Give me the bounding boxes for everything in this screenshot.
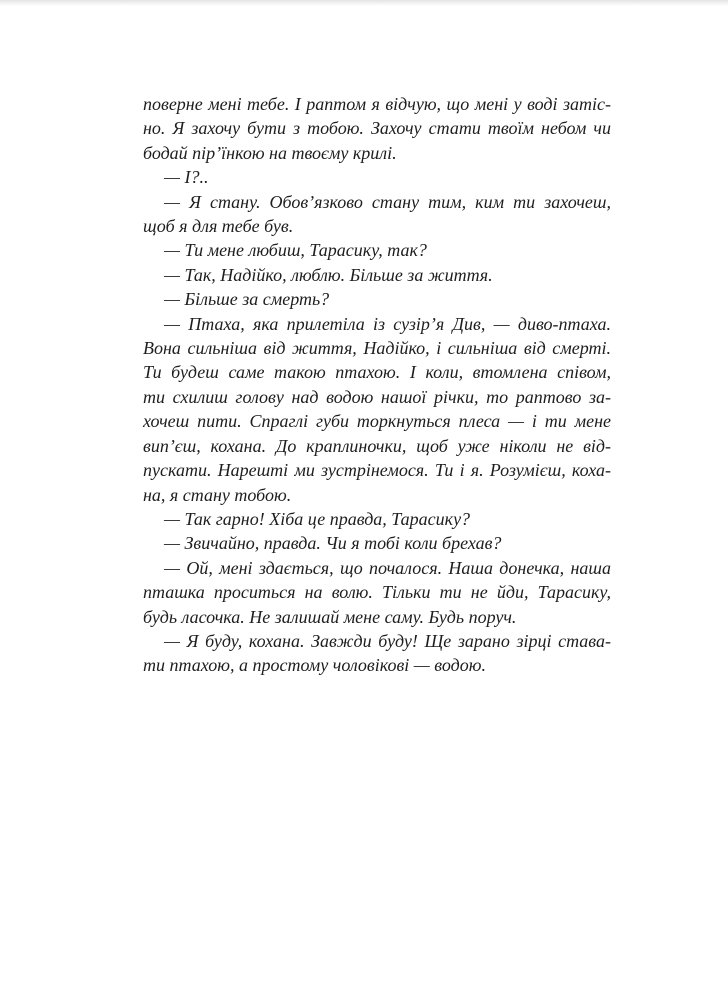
text-line: на, я стану тобою. bbox=[143, 484, 292, 505]
text-line: будь ласочка. Не залишай мене саму. Будь поруч. bbox=[143, 606, 517, 627]
text-line: — Звичайно, правда. Чи я тобі коли брехав? bbox=[164, 533, 502, 554]
text-line: но. Я захочу бути з тобою. Захочу стати твоїм небом чи bbox=[143, 118, 611, 139]
text-line: — Я стану. Обов’язково стану тим, ким ти захочеш, bbox=[164, 191, 611, 212]
page-body-text bbox=[143, 92, 611, 678]
text-line: — Так, Надійко, люблю. Більше за життя. bbox=[164, 264, 493, 285]
text-line: вип’єш, кохана. До краплиночки, щоб уже ніколи не від- bbox=[143, 435, 611, 456]
text-line: Ти будеш саме такою птахою. І коли, втомлена співом, bbox=[143, 362, 611, 383]
text-line: ти птахою, а простому чоловікові — водою. bbox=[143, 655, 486, 676]
page-top-edge bbox=[0, 0, 728, 6]
text-line: — Птаха, яка прилетіла із сузір’я Див, — диво-птаха. bbox=[164, 313, 611, 334]
text-line: — Ти мене любиш, Тарасику, так? bbox=[164, 240, 427, 261]
text-line: — Я буду, кохана. Завжди буду! Ще зарано зірці става- bbox=[164, 630, 611, 651]
text-line: Вона сильніша від життя, Надійко, і сильніша від смерті. bbox=[143, 338, 611, 359]
text-line: — Ой, мені здається, що почалося. Наша донечка, наша bbox=[164, 557, 611, 578]
text-line: бодай пір’їнкою на твоєму крилі. bbox=[143, 142, 397, 163]
text-line: — І?.. bbox=[164, 167, 209, 188]
text-line: — Більше за смерть? bbox=[164, 289, 330, 310]
text-line: щоб я для тебе був. bbox=[143, 216, 294, 237]
text-line: пташка проситься на волю. Тільки ти не йди, Тарасику, bbox=[143, 582, 611, 603]
text-line: хочеш пити. Спраглі губи торкнуться плеса — і ти мене bbox=[143, 411, 611, 432]
text-line: поверне мені тебе. І раптом я відчую, що мені у воді затіс- bbox=[143, 94, 611, 114]
text-line: — Так гарно! Хіба це правда, Тарасику? bbox=[164, 508, 471, 529]
text-line: пускати. Нарешті ми зустрінемося. Ти і я. Розумієш, коха- bbox=[143, 460, 611, 481]
text-line: ти схилиш голову над водою нашої річки, то раптово за- bbox=[143, 386, 611, 407]
